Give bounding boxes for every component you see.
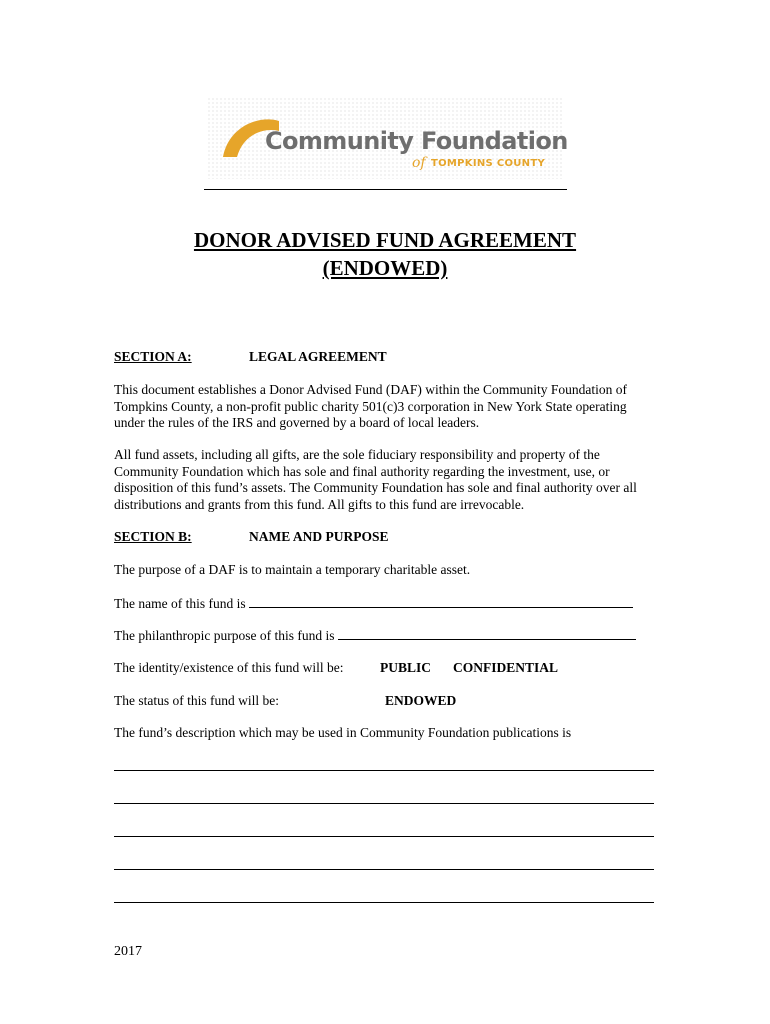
logo-wordmark: Community Foundation <box>265 127 568 155</box>
section-b-label: SECTION B: <box>114 529 192 544</box>
section-a-heading <box>114 349 387 365</box>
status-value: ENDOWED <box>385 693 457 708</box>
philanthropic-purpose-label: The philanthropic purpose of this fund is <box>114 628 335 643</box>
document-year: 2017 <box>114 944 142 959</box>
logo-of: of <box>412 155 426 171</box>
section-b-heading <box>114 529 389 545</box>
fund-name-row <box>114 595 633 612</box>
identity-label: The identity/existence of this fund will be: <box>114 660 344 675</box>
philanthropic-purpose-field[interactable] <box>338 627 636 640</box>
description-line-5[interactable] <box>114 902 654 903</box>
document-subtitle: (ENDOWED) <box>322 256 448 280</box>
description-line-3[interactable] <box>114 836 654 837</box>
daf-purpose-text: The purpose of a DAF is to maintain a temporary charitable asset. <box>114 562 471 577</box>
fund-name-field[interactable] <box>249 595 633 608</box>
section-a-paragraph-1: This document establishes a Donor Advised Fund (DAF) within the Community Foundation of Tompkins County, a non-profit public charity 501(c)3 corporation in New York State operating under the rules of the IRS and governed by a board of local leaders. <box>114 382 627 430</box>
identity-option-public[interactable]: PUBLIC <box>380 660 432 675</box>
philanthropic-purpose-row <box>114 627 636 644</box>
document-title: DONOR ADVISED FUND AGREEMENT <box>193 228 577 252</box>
header-divider <box>204 189 567 190</box>
logo-county: TOMPKINS COUNTY <box>431 158 546 169</box>
community-foundation-logo <box>207 97 568 179</box>
section-b-title: NAME AND PURPOSE <box>249 529 389 544</box>
status-label: The status of this fund will be: <box>114 693 279 708</box>
description-line-4[interactable] <box>114 869 654 870</box>
section-a-paragraph-2: All fund assets, including all gifts, are the sole fiduciary responsibility and property of the Community Foundation which has sole and final authority regarding the investment, use, or disposition of this fund’s assets. The Community Foundation has sole and final authority over all distributions and grants from this fund. All gifts to this fund are irrevocable. <box>114 447 637 512</box>
section-a-label: SECTION A: <box>114 349 192 364</box>
description-line-1[interactable] <box>114 770 654 771</box>
fund-name-label: The name of this fund is <box>114 596 246 611</box>
identity-option-confidential[interactable]: CONFIDENTIAL <box>453 660 559 675</box>
section-a-title: LEGAL AGREEMENT <box>249 349 387 364</box>
fund-description-label: The fund’s description which may be used in Community Foundation publications is <box>114 725 572 740</box>
description-line-2[interactable] <box>114 803 654 804</box>
